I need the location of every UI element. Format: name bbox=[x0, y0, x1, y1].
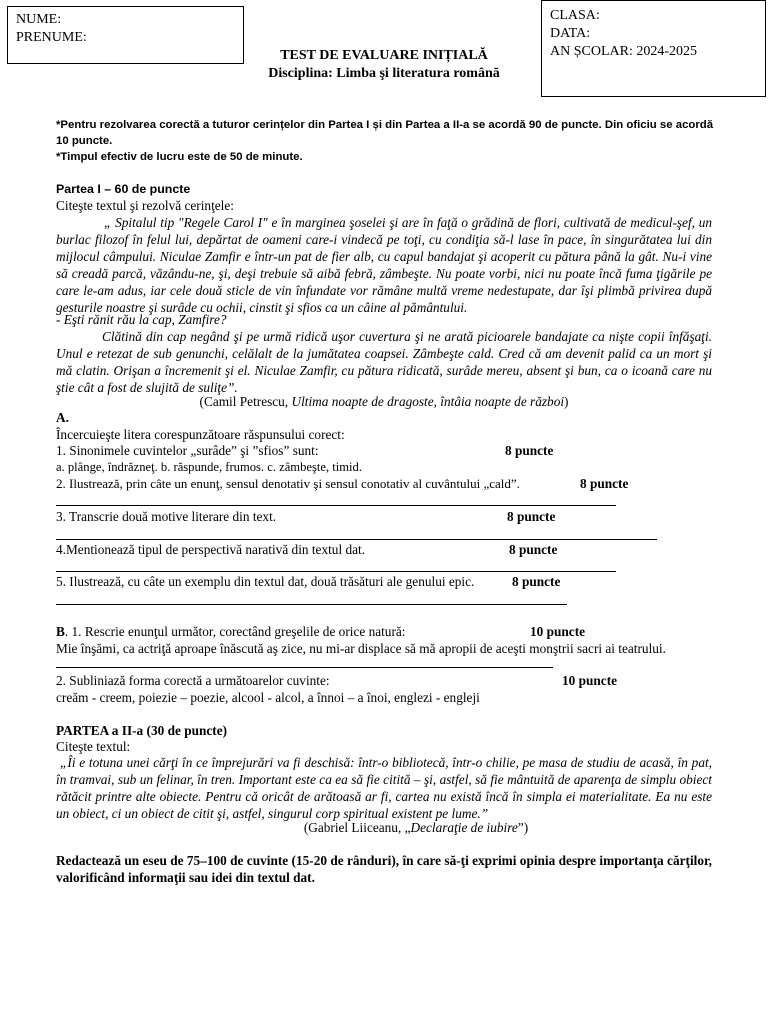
literary-text-paragraph-2: Clătină din cap negând şi pe urmă ridică uşor cuvertura şi ne arată picioarele bandajate ca nişte copii înfăşaţi. Unul e retezat de sub genunchi, celălalt de la jumătatea coapsei. Zâmbeşte cald. Cred că am devenit palid ca un mort şi mă clatin. Orişan a încremenit şi el. Niculae Zamfir, cu pătura ridicată, surâde mereu, absent şi bun, ca o icoană care nu ştie cât a fost de slujită de suliţe”. bbox=[56, 329, 712, 395]
literary-text-paragraph-1: „ Spitalul tip "Regele Carol I" e în marginea şoselei şi are în faţă o grădină de flori, cultivată de medicul-şef, un burlac filozof în felul lui, depărtat de oameni care-i vindecă pe toţi, cu condiţia să-l lase în pace, în singurătatea lui din mijlocul câmpului. Niculae Zamfir e într-un pat de fier alb, cu capul bandajat şi acoperit cu pătura până la gât. Nu-i vine să creadă parcă, văzându-ne, şi, deşi trebuie să aibă febră, zâmbeşte. Nu poate vorbi, nici nu poate încă fuma ţigările pe care le-am adus, iar cele două sticle de vin înfundate vor rămâne multă vreme nedestupate, dar îşi plimbă privirea după gesturile noastre şi surâde cu ochii, cinstit şi sfios ca un câine al pământului. bbox=[56, 215, 712, 315]
part2-source bbox=[0, 820, 768, 836]
section-b-question-1 bbox=[56, 624, 405, 640]
essay-task: Redactează un eseu de 75–100 de cuvinte (15-20 de rânduri), în care să-ţi exprimi opinia despre importanţa cărţilor, valorificând informaţii sau idei din textul dat. bbox=[56, 853, 712, 885]
part2-source-close: ”) bbox=[517, 820, 529, 835]
answer-line-3[interactable] bbox=[56, 539, 657, 540]
school-year-label: AN ȘCOLAR: 2024-2025 bbox=[550, 44, 698, 59]
nume-label: NUME: bbox=[16, 12, 62, 27]
b2-word-pairs[interactable]: creăm - creem, poiezie – poezie, alcool - alcol, a înnoi – a înoi, englezi - engleji bbox=[56, 690, 480, 705]
answer-line-2[interactable] bbox=[56, 505, 616, 506]
question-5-points: 8 puncte bbox=[512, 574, 561, 589]
answer-line-5[interactable] bbox=[56, 604, 567, 605]
prenume-label: PRENUME: bbox=[16, 30, 87, 45]
b2-points: 10 puncte bbox=[562, 673, 618, 688]
source-title: Ultima noapte de dragoste, întâia noapte de război bbox=[291, 394, 565, 409]
question-1: 1. Sinonimele cuvintelor „surâde” şi ”sfios” sunt: bbox=[56, 443, 319, 458]
page-subtitle: Disciplina: Limba şi literatura română bbox=[268, 66, 500, 81]
answer-line-b1[interactable] bbox=[56, 667, 553, 668]
question-4: 4.Mentionează tipul de perspectivă narativă din textul dat. bbox=[56, 542, 366, 557]
question-2-points: 8 puncte bbox=[580, 476, 629, 491]
question-2: 2. Ilustrează, prin câte un enunţ, sensul denotativ şi sensul conotativ al cuvântului „cald”. bbox=[56, 476, 520, 491]
question-3-points: 8 puncte bbox=[507, 509, 556, 524]
source-author: (Camil Petrescu, bbox=[199, 394, 292, 409]
instruction-time: *Timpul efectiv de lucru este de 50 de minute. bbox=[56, 151, 303, 163]
section-b-question-2: 2. Subliniază forma corectă a următoarelor cuvinte: bbox=[56, 673, 330, 688]
question-1-points: 8 puncte bbox=[505, 443, 554, 458]
b1-text: . 1. Rescrie enunţul următor, corectând greşelile de orice natură: bbox=[64, 624, 406, 639]
section-a-label: A. bbox=[56, 410, 69, 425]
instruction-points: *Pentru rezolvarea corectă a tuturor cerințelor din Partea I și din Partea a II-a se acordă 90 de puncte. Din oficiu se acordă 10 puncte. bbox=[56, 119, 714, 147]
literary-text-dialogue: - Eşti rănit rău la cap, Zamfire? bbox=[56, 312, 227, 327]
answer-line-4[interactable] bbox=[56, 571, 616, 572]
question-5: 5. Ilustrează, cu câte un exemplu din textul dat, două trăsături ale genului epic. bbox=[56, 574, 475, 589]
part2-heading: PARTEA a II-a (30 de puncte) bbox=[56, 723, 228, 738]
text-source bbox=[0, 394, 768, 410]
data-label: DATA: bbox=[550, 26, 591, 41]
clasa-label: CLASA: bbox=[550, 8, 600, 23]
part2-source-author: (Gabriel Liiceanu, „ bbox=[303, 820, 411, 835]
b1-points: 10 puncte bbox=[530, 624, 586, 639]
question-1-options: a. plânge, îndrăzneţ. b. răspunde, frumos. c. zâmbeşte, timid. bbox=[56, 460, 363, 474]
question-4-points: 8 puncte bbox=[509, 542, 558, 557]
question-3: 3. Transcrie două motive literare din text. bbox=[56, 509, 277, 524]
page-title: TEST DE EVALUARE INIȚIALĂ bbox=[280, 48, 488, 63]
source-close: ) bbox=[564, 394, 569, 409]
part2-intro: Citeşte textul: bbox=[56, 739, 131, 754]
part2-text: „Îi e totuna unei cărţi în ce împrejurări va fi deschisă: într-o bibliotecă, într-o chilie, pe masa de studiu de acasă, în pat, în tramvai, sub un felinar, în tren. Important este ca ea să fie citită – şi, astfel, să fie mântuită de aparenţa de simplu obiect rătăcit printre alte obiecte. Pentru că oricât de arătoasă ar fi, cartea nu există încă în simpla ei materialitate. Ea nu este un obiect, ci un obiect de citit şi, astfel, singurul corp spiritual existent pe lume.” bbox=[56, 755, 712, 821]
part1-intro: Citeşte textul şi rezolvă cerinţele: bbox=[56, 198, 234, 213]
section-a-intro: Încercuieşte litera corespunzătoare răspunsului corect: bbox=[56, 427, 345, 442]
section-b-label: B bbox=[56, 624, 65, 639]
part2-source-title: Declaraţie de iubire bbox=[410, 820, 518, 835]
part1-heading: Partea I – 60 de puncte bbox=[56, 182, 191, 196]
b1-sentence: Mie înşămi, ca actriţă aproape înăscută aş zice, nu mi-ar displace să mă apropii de aceşti monştrii sacri ai teatrului. bbox=[56, 641, 666, 656]
